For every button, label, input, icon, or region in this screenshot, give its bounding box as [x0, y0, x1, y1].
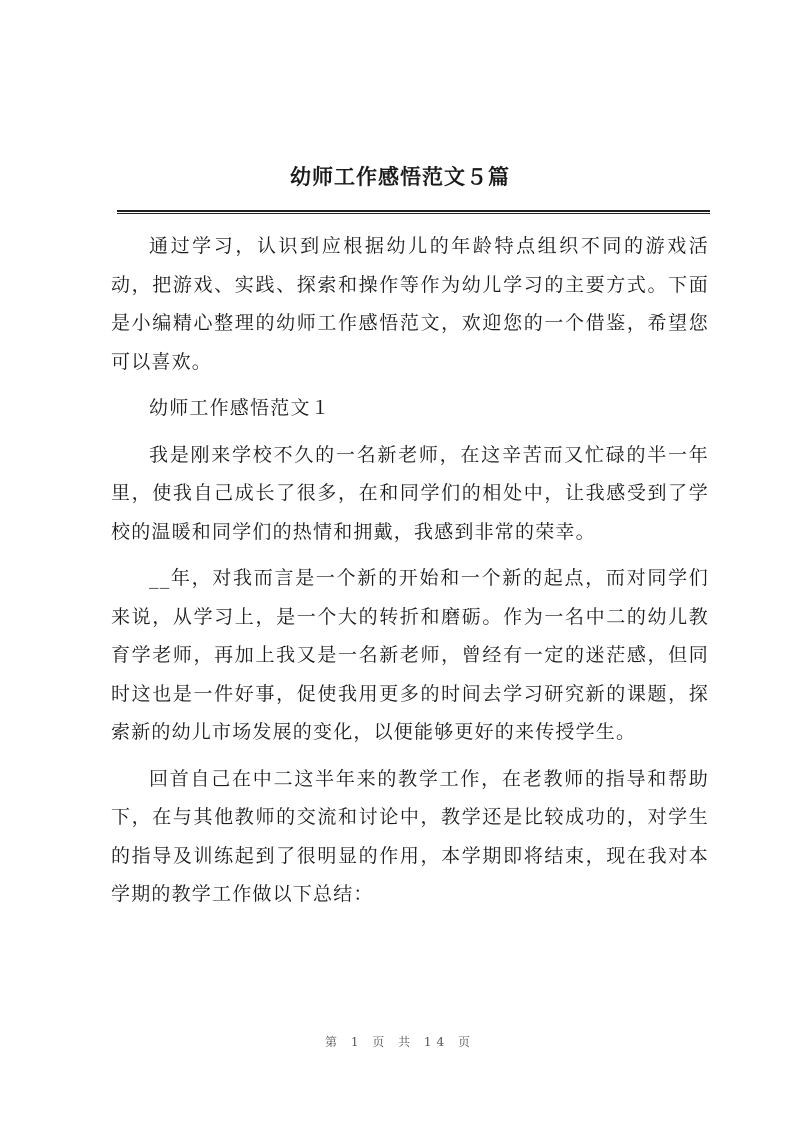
intro-paragraph: 通过学习，认识到应根据幼儿的年龄特点组织不同的游戏活动，把游戏、实践、探索和操作等作为幼儿学习的主要方式。下面是小编精心整理的幼师工作感悟范文，欢迎您的一个借鉴，希望您可以喜欢。 — [111, 235, 709, 373]
body-paragraph: __年，对我而言是一个新的开始和一个新的起点，而对同学们来说，从学习上，是一个大的转折和磨砺。作为一名中二的幼儿教育学老师，再加上我又是一名新老师，曾经有一定的迷茫感，但同时这也是一件好事，促使我用更多的时间去学习研究新的课题，探索新的幼儿市场发展的变化，以便能够更好的来传授学生。 — [111, 567, 709, 743]
body-paragraph: 回首自己在中二这半年来的教学工作，在老教师的指导和帮助下，在与其他教师的交流和讨论中，教学还是比较成功的，对学生的指导及训练起到了很明显的作用，本学期即将结束，现在我对本学期的教学工作做以下总结： — [111, 767, 709, 905]
page-footer: 第 1 页 共 14 页 — [325, 1035, 475, 1049]
section-heading: 幼师工作感悟范文１ — [149, 397, 331, 419]
title-divider — [117, 210, 710, 214]
document-title: 幼师工作感悟范文５篇 — [290, 164, 510, 189]
body-paragraph: 我是刚来学校不久的一名新老师，在这辛苦而又忙碌的半一年里，使我自己成长了很多，在和同学们的相处中，让我感受到了学校的温暖和同学们的热情和拥戴，我感到非常的荣幸。 — [111, 443, 709, 543]
document-body — [111, 227, 709, 914]
